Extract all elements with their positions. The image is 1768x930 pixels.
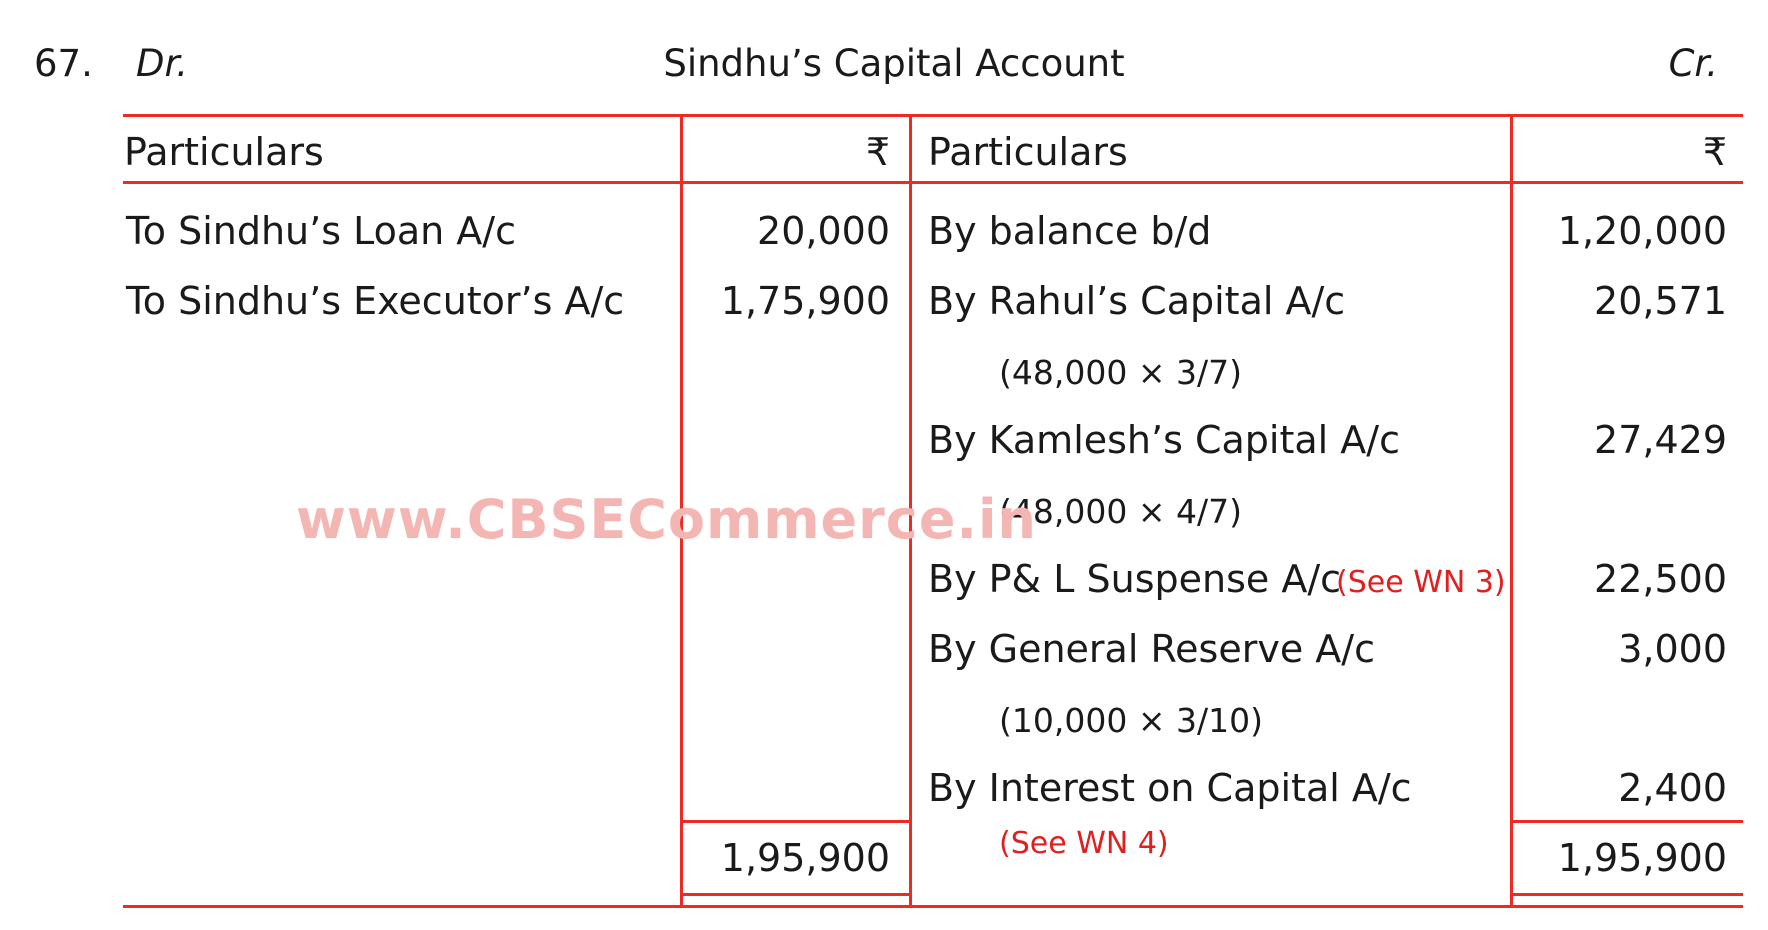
credit-total-top-rule: [1510, 820, 1743, 823]
header-rule: [123, 181, 1743, 184]
credit-row-particulars: By Interest on Capital A/c: [928, 766, 1412, 810]
credit-row-note: (See WN 3): [1336, 565, 1506, 600]
account-title: Sindhu’s Capital Account: [663, 42, 1125, 85]
credit-row-working: (10,000 × 3/10): [999, 701, 1263, 740]
credit-row-working: (48,000 × 4/7): [999, 492, 1242, 531]
credit-row-particulars: By P& L Suspense A/c: [928, 557, 1342, 601]
debit-row-particulars: To Sindhu’s Executor’s A/c: [126, 279, 625, 323]
credit-row-amount: 20,571: [1594, 279, 1727, 323]
credit-row-amount: 2,400: [1618, 766, 1727, 810]
question-number: 67.: [34, 42, 93, 85]
debit-row-amount: 20,000: [757, 209, 890, 253]
top-rule: [123, 114, 1743, 117]
credit-row-particulars: By balance b/d: [928, 209, 1212, 253]
debit-row-amount: 1,75,900: [720, 279, 890, 323]
left-particulars-header: Particulars: [124, 130, 324, 174]
right-amount-header: ₹: [1702, 130, 1727, 174]
debit-double-rule: [680, 893, 910, 896]
debit-total-top-rule: [680, 820, 910, 823]
credit-row-amount: 22,500: [1594, 557, 1727, 601]
credit-row-note: (See WN 4): [999, 826, 1169, 861]
dr-label: Dr.: [136, 42, 189, 85]
credit-row-particulars: By Kamlesh’s Capital A/c: [928, 418, 1400, 462]
debit-total: 1,95,900: [720, 836, 890, 880]
credit-total: 1,95,900: [1557, 836, 1727, 880]
watermark-text: www.CBSECommerce.in: [296, 488, 1037, 551]
credit-amount-divider: [1510, 114, 1513, 908]
credit-row-particulars: By Rahul’s Capital A/c: [928, 279, 1346, 323]
credit-row-amount: 27,429: [1594, 418, 1727, 462]
cr-label: Cr.: [1668, 42, 1718, 85]
credit-row-particulars: By General Reserve A/c: [928, 627, 1375, 671]
credit-row-amount: 1,20,000: [1557, 209, 1727, 253]
left-amount-header: ₹: [865, 130, 890, 174]
debit-row-particulars: To Sindhu’s Loan A/c: [126, 209, 516, 253]
credit-row-amount: 3,000: [1618, 627, 1727, 671]
right-particulars-header: Particulars: [928, 130, 1128, 174]
credit-double-rule: [1510, 893, 1743, 896]
bottom-rule: [123, 905, 1743, 908]
credit-row-working: (48,000 × 3/7): [999, 353, 1242, 392]
